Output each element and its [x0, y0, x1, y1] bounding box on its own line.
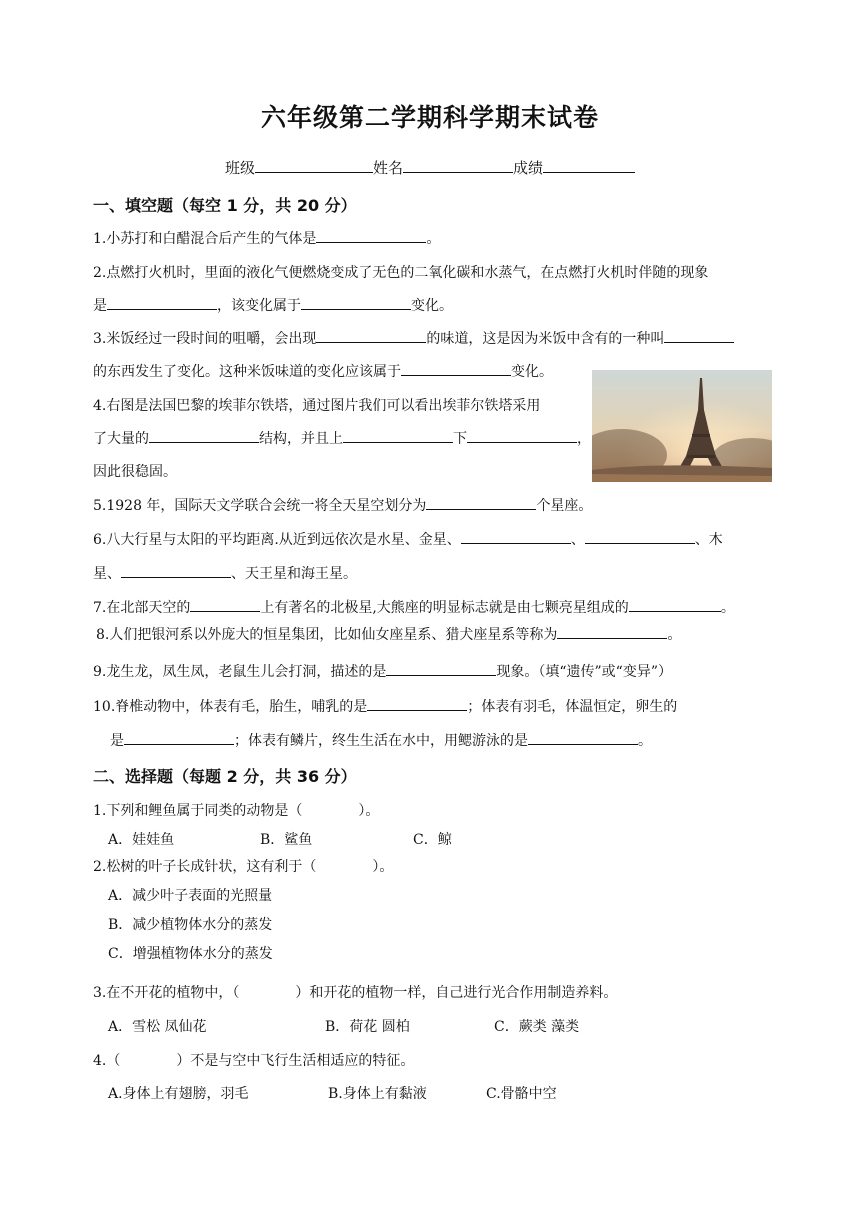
s1-q2-text-a: 是	[93, 298, 107, 314]
s1-q7-blank-2[interactable]	[629, 597, 721, 612]
s1-q5-end: 个星座。	[536, 498, 593, 514]
student-info-line	[0, 157, 860, 178]
s1-q10-text-b: ；体表有羽毛，体温恒定，卵生的	[467, 699, 678, 715]
s1-q10-text-d: ；体表有鳞片，终生生活在水中，用鳃游泳的是	[234, 733, 528, 749]
s1-q4-blank-2[interactable]	[343, 428, 453, 443]
s1-q6-text-a: 6.八大行星与太阳的平均距离.从近到远依次是水星、金星、	[93, 532, 461, 548]
s1-q4-line2	[93, 428, 591, 448]
s1-q10-text-a: 10.脊椎动物中，体表有毛，胎生，哺乳的是	[93, 699, 368, 715]
class-blank[interactable]	[255, 158, 373, 173]
s2-q1-option-c[interactable]: C．鲸	[413, 832, 452, 848]
s1-q10-line2	[110, 730, 652, 750]
s1-q3-blank-1[interactable]	[316, 328, 426, 343]
s1-q8-blank[interactable]	[557, 624, 667, 639]
s1-q6-blank-3[interactable]	[121, 563, 231, 578]
s1-q2-text-b: ，该变化属于	[217, 298, 301, 314]
s1-q1	[93, 228, 440, 248]
s1-q4-text-b: 结构，并且上	[259, 431, 343, 447]
s1-q9-end: 现象。（填“遗传”或“变异”）	[496, 664, 672, 680]
s1-q10-text-c: 是	[110, 733, 124, 749]
s2-q3-option-c[interactable]: C．蕨类 藻类	[494, 1019, 580, 1035]
s2-q2-option-a[interactable]: A．减少叶子表面的光照量	[108, 888, 273, 904]
s1-q8-text: 8.人们把银河系以外庞大的恒星集团，比如仙女座星系、猎犬座星系等称为	[96, 627, 558, 643]
s1-q4-line3: 因此很稳固。	[93, 464, 177, 480]
s1-q10-blank-2[interactable]	[124, 730, 234, 745]
name-blank[interactable]	[403, 158, 513, 173]
s2-q3-stem: 3.在不开花的植物中，（ ）和开花的植物一样，自己进行光合作用制造养料。	[93, 985, 618, 1001]
s1-q2-blank-2[interactable]	[301, 295, 411, 310]
s1-q6-text-c: 、木	[694, 532, 723, 548]
s2-q1-option-a[interactable]: A．娃娃鱼	[108, 832, 175, 848]
s1-q3-blank-3[interactable]	[401, 361, 511, 376]
s1-q2-line1: 2.点燃打火机时，里面的液化气便燃烧变成了无色的二氧化碳和水蒸气，在点燃打火机时伴随的现象	[93, 265, 709, 281]
s2-q4-option-c[interactable]: C.骨骼中空	[486, 1086, 557, 1102]
s1-q10-blank-3[interactable]	[528, 730, 638, 745]
s2-q3-option-a[interactable]: A．雪松 凤仙花	[108, 1019, 207, 1035]
s1-q9	[93, 661, 672, 681]
s1-q6-text-e: 、天王星和海王星。	[231, 566, 357, 582]
s2-q1-option-b[interactable]: B．鲨鱼	[260, 832, 313, 848]
s1-q10-line1	[93, 696, 677, 716]
s1-q3-blank-2[interactable]	[664, 328, 734, 343]
s1-q4-line1: 4.右图是法国巴黎的埃菲尔铁塔，通过图片我们可以看出埃菲尔铁塔采用	[93, 398, 541, 414]
s2-q2-option-c[interactable]: C．增强植物体水分的蒸发	[108, 946, 273, 962]
s1-q5	[93, 495, 592, 515]
s1-q6-blank-1[interactable]	[461, 529, 571, 544]
s1-q2-line2	[93, 295, 453, 315]
s1-q2-text-c: 变化。	[411, 298, 453, 314]
s1-q2-blank-1[interactable]	[107, 295, 217, 310]
s1-q6-text-d: 星、	[93, 566, 121, 582]
s1-q4-text-d: ，	[577, 431, 591, 447]
s1-q3-line2	[93, 361, 553, 381]
s1-q9-text: 9.龙生龙，凤生凤，老鼠生儿会打洞，描述的是	[93, 664, 387, 680]
s1-q8	[96, 624, 681, 644]
s1-q9-blank[interactable]	[386, 661, 496, 676]
s1-q1-end: 。	[426, 231, 441, 247]
s1-q6-blank-2[interactable]	[585, 529, 695, 544]
s1-q4-blank-3[interactable]	[467, 428, 577, 443]
section2-heading: 二、选择题（每题 2 分，共 36 分）	[93, 767, 357, 786]
s1-q4-text-c: 下	[453, 431, 467, 447]
s1-q7-text-b: 上有著名的北极星,大熊座的明显标志就是由七颗亮星组成的	[260, 600, 629, 616]
s1-q3-text-d: 变化。	[511, 364, 553, 380]
s1-q3-text-c: 的东西发生了变化。这种米饭味道的变化应该属于	[93, 364, 401, 380]
s1-q7-blank-1[interactable]	[190, 597, 260, 612]
score-label: 成绩	[513, 159, 544, 177]
eiffel-tower-photo	[592, 370, 772, 482]
s1-q8-end: 。	[667, 627, 682, 643]
s2-q2-stem: 2.松树的叶子长成针状，这有利于（ ）。	[93, 859, 394, 875]
s1-q4-blank-1[interactable]	[149, 428, 259, 443]
s1-q6-line1	[93, 529, 723, 549]
s1-q3-line1	[93, 328, 734, 348]
s1-q7-end: 。	[720, 600, 735, 616]
s1-q5-text: 5.1928 年，国际天文学联合会统一将全天星空划分为	[93, 498, 427, 514]
s1-q5-blank[interactable]	[426, 495, 536, 510]
class-label: 班级	[224, 159, 255, 177]
s1-q3-text-a: 3.米饭经过一段时间的咀嚼，会出现	[93, 331, 317, 347]
s1-q1-text: 1.小苏打和白醋混合后产生的气体是	[93, 231, 317, 247]
s1-q6-text-b: 、	[570, 532, 585, 548]
s1-q7-text-a: 7.在北部天空的	[93, 600, 191, 616]
s2-q3-option-b[interactable]: B．荷花 圆柏	[325, 1019, 410, 1035]
s1-q6-line2	[93, 563, 357, 583]
score-blank[interactable]	[543, 158, 635, 173]
s1-q10-end: 。	[638, 733, 652, 749]
s2-q4-stem: 4.（ ）不是与空中飞行生活相适应的特征。	[93, 1053, 415, 1069]
s1-q1-blank[interactable]	[316, 228, 426, 243]
s2-q2-option-b[interactable]: B．减少植物体水分的蒸发	[108, 917, 273, 933]
s1-q10-blank-1[interactable]	[367, 696, 467, 711]
page-title: 六年级第二学期科学期末试卷	[260, 103, 599, 132]
s2-q4-option-a[interactable]: A.身体上有翅膀，羽毛	[108, 1086, 249, 1102]
s1-q4-text-a: 了大量的	[93, 431, 149, 447]
s1-q7	[93, 597, 735, 617]
name-label: 姓名	[372, 159, 403, 177]
s2-q1-stem: 1.下列和鲤鱼属于同类的动物是（ ）。	[93, 803, 380, 819]
eiffel-tower-image	[592, 370, 772, 482]
s2-q4-option-b[interactable]: B.身体上有黏液	[328, 1086, 427, 1102]
section1-heading: 一、填空题（每空 1 分，共 20 分）	[93, 196, 357, 215]
s1-q3-text-b: 的味道，这是因为米饭中含有的一种叫	[426, 331, 665, 347]
